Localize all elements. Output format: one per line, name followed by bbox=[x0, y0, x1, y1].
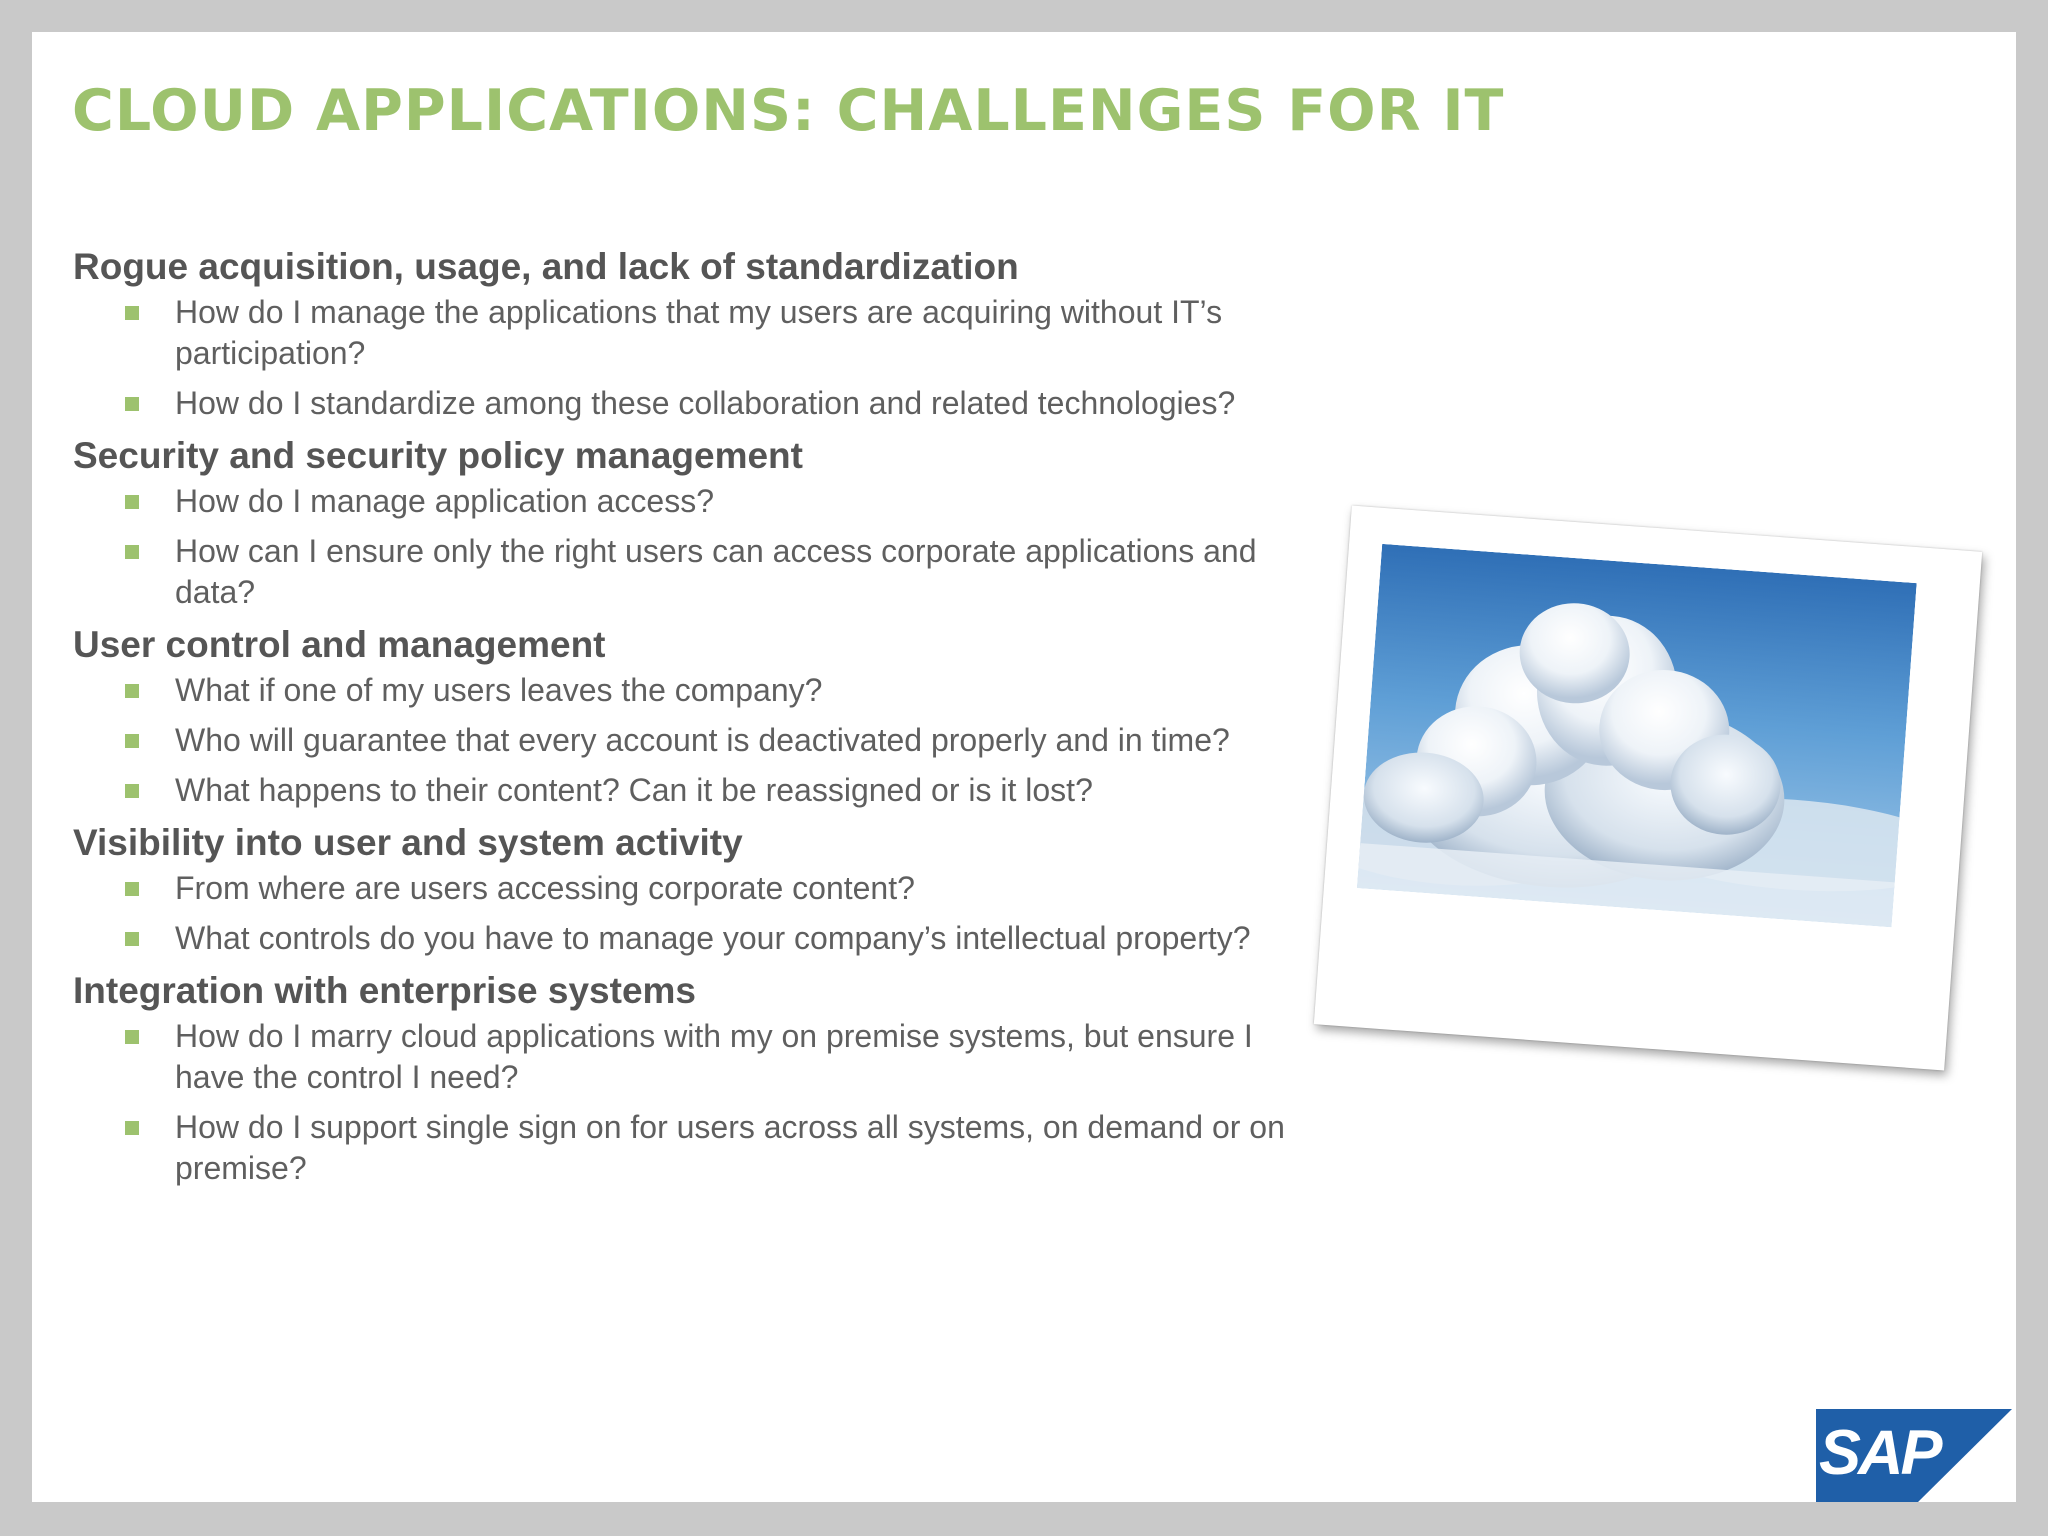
section-rogue-acquisition bbox=[73, 244, 1313, 424]
sap-logo-text: SAP bbox=[1819, 1418, 1940, 1488]
bullet-text: From where are users accessing corporate content? bbox=[175, 870, 915, 906]
list-item bbox=[73, 868, 1313, 909]
bullet-list bbox=[73, 1016, 1313, 1189]
bullet-text: How do I support single sign on for users across all systems, on demand or on premise? bbox=[175, 1109, 1285, 1186]
registered-mark: ® bbox=[1968, 1485, 1980, 1499]
list-item bbox=[73, 918, 1313, 959]
square-bullet-icon bbox=[125, 397, 139, 411]
section-heading: User control and management bbox=[73, 624, 606, 665]
section-heading: Visibility into user and system activity bbox=[73, 822, 743, 863]
bullet-list bbox=[73, 481, 1313, 613]
slide-title: CLOUD APPLICATIONS: CHALLENGES FOR IT bbox=[72, 78, 1505, 144]
bullet-text: How do I standardize among these collaboration and related technologies? bbox=[175, 385, 1236, 421]
bullet-text: What if one of my users leaves the company? bbox=[175, 672, 823, 708]
list-item bbox=[73, 531, 1313, 613]
cloud-photo bbox=[1357, 544, 1917, 927]
square-bullet-icon bbox=[125, 784, 139, 798]
list-item bbox=[73, 1016, 1313, 1098]
section-user-control bbox=[73, 622, 1313, 811]
section-security bbox=[73, 433, 1313, 613]
square-bullet-icon bbox=[125, 1121, 139, 1135]
square-bullet-icon bbox=[125, 932, 139, 946]
list-item bbox=[73, 383, 1313, 424]
sap-logo bbox=[1816, 1409, 2012, 1502]
bullet-text: What controls do you have to manage your company’s intellectual property? bbox=[175, 920, 1251, 956]
bullet-list bbox=[73, 292, 1313, 424]
list-item bbox=[73, 1107, 1313, 1189]
section-heading: Rogue acquisition, usage, and lack of standardization bbox=[73, 246, 1019, 287]
section-heading: Integration with enterprise systems bbox=[73, 970, 697, 1011]
section-heading: Security and security policy management bbox=[73, 435, 803, 476]
square-bullet-icon bbox=[125, 1030, 139, 1044]
square-bullet-icon bbox=[125, 684, 139, 698]
bullet-text: How do I marry cloud applications with my on premise systems, but ensure I have the control I need? bbox=[175, 1018, 1253, 1095]
square-bullet-icon bbox=[125, 545, 139, 559]
section-integration bbox=[73, 968, 1313, 1189]
list-item bbox=[73, 670, 1313, 711]
square-bullet-icon bbox=[125, 495, 139, 509]
bullet-text: Who will guarantee that every account is deactivated properly and in time? bbox=[175, 722, 1230, 758]
bullet-text: What happens to their content? Can it be reassigned or is it lost? bbox=[175, 772, 1093, 808]
list-item bbox=[73, 292, 1313, 374]
bullet-text: How do I manage application access? bbox=[175, 483, 714, 519]
bullet-list bbox=[73, 670, 1313, 811]
list-item bbox=[73, 720, 1313, 761]
cloud-photo-frame bbox=[1314, 506, 1982, 1071]
square-bullet-icon bbox=[125, 882, 139, 896]
slide bbox=[32, 32, 2016, 1502]
section-visibility bbox=[73, 820, 1313, 959]
bullet-list bbox=[73, 868, 1313, 959]
bullet-text: How can I ensure only the right users can access corporate applications and data? bbox=[175, 533, 1257, 610]
content-list bbox=[73, 244, 1313, 1198]
list-item bbox=[73, 770, 1313, 811]
square-bullet-icon bbox=[125, 306, 139, 320]
cloud-image bbox=[1357, 544, 1917, 927]
list-item bbox=[73, 481, 1313, 522]
square-bullet-icon bbox=[125, 734, 139, 748]
bullet-text: How do I manage the applications that my users are acquiring without IT’s participation? bbox=[175, 294, 1223, 371]
